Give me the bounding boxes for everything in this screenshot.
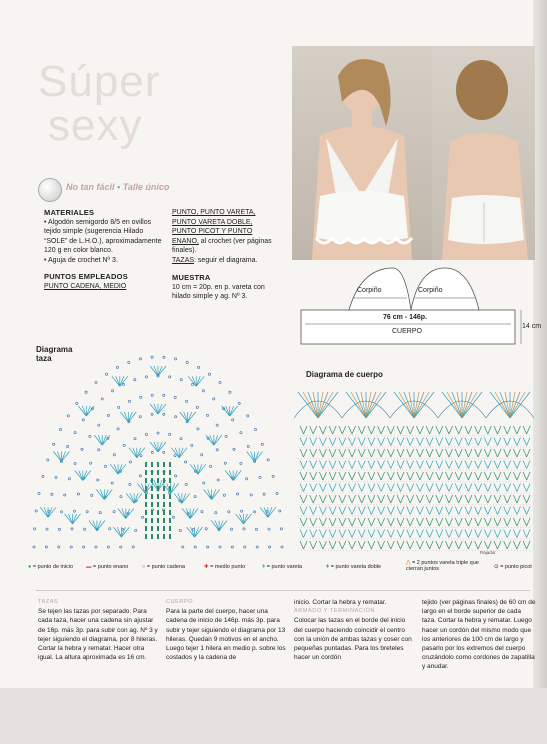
cup-right-label: Corpiño: [418, 287, 443, 294]
section-heading: TAZAS: [38, 599, 59, 605]
slit-note: Rajador: [480, 550, 496, 555]
title-line-2: sexy: [48, 101, 143, 150]
cup-diagram-title-line-2: taza: [36, 354, 52, 363]
page-title: [38, 57, 161, 150]
legend-label: = punto enano: [93, 564, 129, 570]
section-heading: ARMADO Y TERMINACIÓN: [294, 608, 376, 615]
gauge-heading: MUESTRA: [172, 273, 211, 282]
gauge-text: 10 cm = 20p. en p. vareta con hilado simple y ag. Nº 3.: [172, 283, 265, 300]
difficulty-line: [66, 182, 169, 192]
body-instructions: Para la parte del cuerpo, hacer una cadena de inicio de 146p. más 3p. para subir y tejer siguiendo el diagrama por 13 hileras. Quedan 9 motivos en el ancho. Luego tejer 1 hilera en medio p. sobre los costados y la cadena de: [166, 608, 286, 662]
stitches-continued: [172, 208, 284, 302]
legend-double: [262, 564, 302, 570]
legend-chain: [142, 564, 185, 570]
legend-label: = punto vareta: [266, 564, 303, 570]
instructions-finishing: [422, 598, 536, 672]
legend-label: = medio punto: [210, 564, 246, 570]
start-point-icon: ●: [28, 564, 32, 570]
finishing-instructions: tejido (ver páginas finales) de 60 cm de largo en el borde superior de cada taza. Cortar la hebra y rematar. Luego hacer un cordón del mismo modo que los anteriores de 100 cm de largo y pasarlo por los extremos del cuerpo cruzándolo como cordones de zapatilla y anudar.: [422, 599, 536, 671]
symbol-legend: [28, 560, 538, 582]
body-diagram-title: Diagrama de cuerpo: [306, 370, 383, 379]
size-label: Talle único: [122, 182, 170, 192]
legend-label: = punto picot: [500, 564, 532, 570]
cup-left-label: Corpiño: [357, 287, 382, 294]
legend-triple-cluster: [406, 560, 492, 572]
cups-label: TAZAS: [172, 256, 195, 264]
materials-heading: MATERIALES: [44, 208, 95, 217]
slip-stitch-icon: ▬: [86, 564, 92, 570]
material-item: • Algodón semigordo 8/5 en ovillos tejido simple (sugerencia Hilado “SOLE” de L.H.O.), aproximadamente 120 g en color blanco.: [44, 218, 162, 254]
cup-diagram-title-line-1: Diagrama: [36, 345, 73, 354]
divider: [36, 590, 530, 591]
single-crochet-icon: ✚: [204, 564, 209, 570]
body-height-label: 14 cm: [522, 323, 542, 330]
cups-instructions: Se tejen las tazas por separado. Para cada taza, hacer una cadena sin ajustar de 16p. más 3p. para subir con ag. Nº 3 y tejer siguiendo el diagrama, por 8 hileras. Cortar la hebra y rematar. Hacer otra igual. La altura aproximada es 16 cm.: [38, 608, 158, 662]
legend-single: [204, 564, 245, 570]
legend-label: = punto cadena: [146, 564, 185, 570]
triple-cluster-icon: ⋀: [406, 560, 411, 566]
stitch-item: ENANO,: [172, 237, 199, 245]
difficulty-level: No tan fácil: [66, 182, 115, 192]
stitch-item: PUNTO, PUNTO VARETA,: [172, 209, 256, 216]
stitch-item: PUNTO VARETA DOBLE,: [172, 218, 253, 226]
difficulty-separator: •: [117, 182, 121, 192]
cup-stitch-diagram: [28, 342, 288, 552]
instructions-body: [166, 598, 286, 662]
body-instructions-end: inicio. Cortar la hebra y rematar.: [294, 599, 387, 606]
chain-icon: ○: [142, 564, 146, 570]
stitches-line: PUNTO CADENA, MEDIO: [44, 282, 127, 290]
legend-label: = punto vareta doble: [330, 564, 382, 570]
title-line-1: Súper: [38, 57, 161, 106]
body-width-label: 76 cm - 146p.: [383, 314, 427, 321]
garment-schematic: [293, 262, 529, 354]
double-crochet-icon: ǂ: [262, 564, 266, 570]
picot-icon: ⊙: [494, 564, 499, 570]
instructions-cups: [38, 598, 158, 662]
treble-crochet-icon: ǂ: [326, 564, 330, 570]
model-front-photo: [292, 46, 432, 260]
stitch-note: al crochet (ver páginas finales).: [172, 237, 272, 254]
cups-note: : seguir el diagrama.: [194, 256, 258, 264]
legend-slip: [86, 564, 128, 570]
yarn-ball-icon: [38, 178, 62, 202]
instructions-assembly: [294, 598, 414, 662]
body-label: CUERPO: [392, 328, 422, 335]
section-heading: CUERPO: [166, 599, 194, 605]
body-stitch-diagram: [294, 382, 536, 554]
legend-treble: [326, 564, 381, 570]
legend-start: [28, 564, 73, 570]
legend-label: = 2 puntos vareta triple que cierran juntos: [406, 560, 479, 572]
material-item: • Aguja de crochet Nº 3.: [44, 256, 118, 264]
materials-block: [44, 208, 166, 291]
model-back-photo: [432, 46, 535, 260]
assembly-instructions: Colocar las tazas en el borde del inicio del cuerpo haciendo coincidir el centro con la unión de ambas tazas y coser con pequeñas puntadas. Para los breteles hacer un cordón: [294, 617, 412, 662]
stitches-heading: PUNTOS EMPLEADOS: [44, 272, 128, 281]
legend-picot: [494, 564, 532, 570]
page-footer-band: [0, 688, 547, 744]
legend-label: = punto de inicio: [32, 564, 74, 570]
stitch-item: PUNTO PICOT Y PUNTO: [172, 228, 253, 235]
